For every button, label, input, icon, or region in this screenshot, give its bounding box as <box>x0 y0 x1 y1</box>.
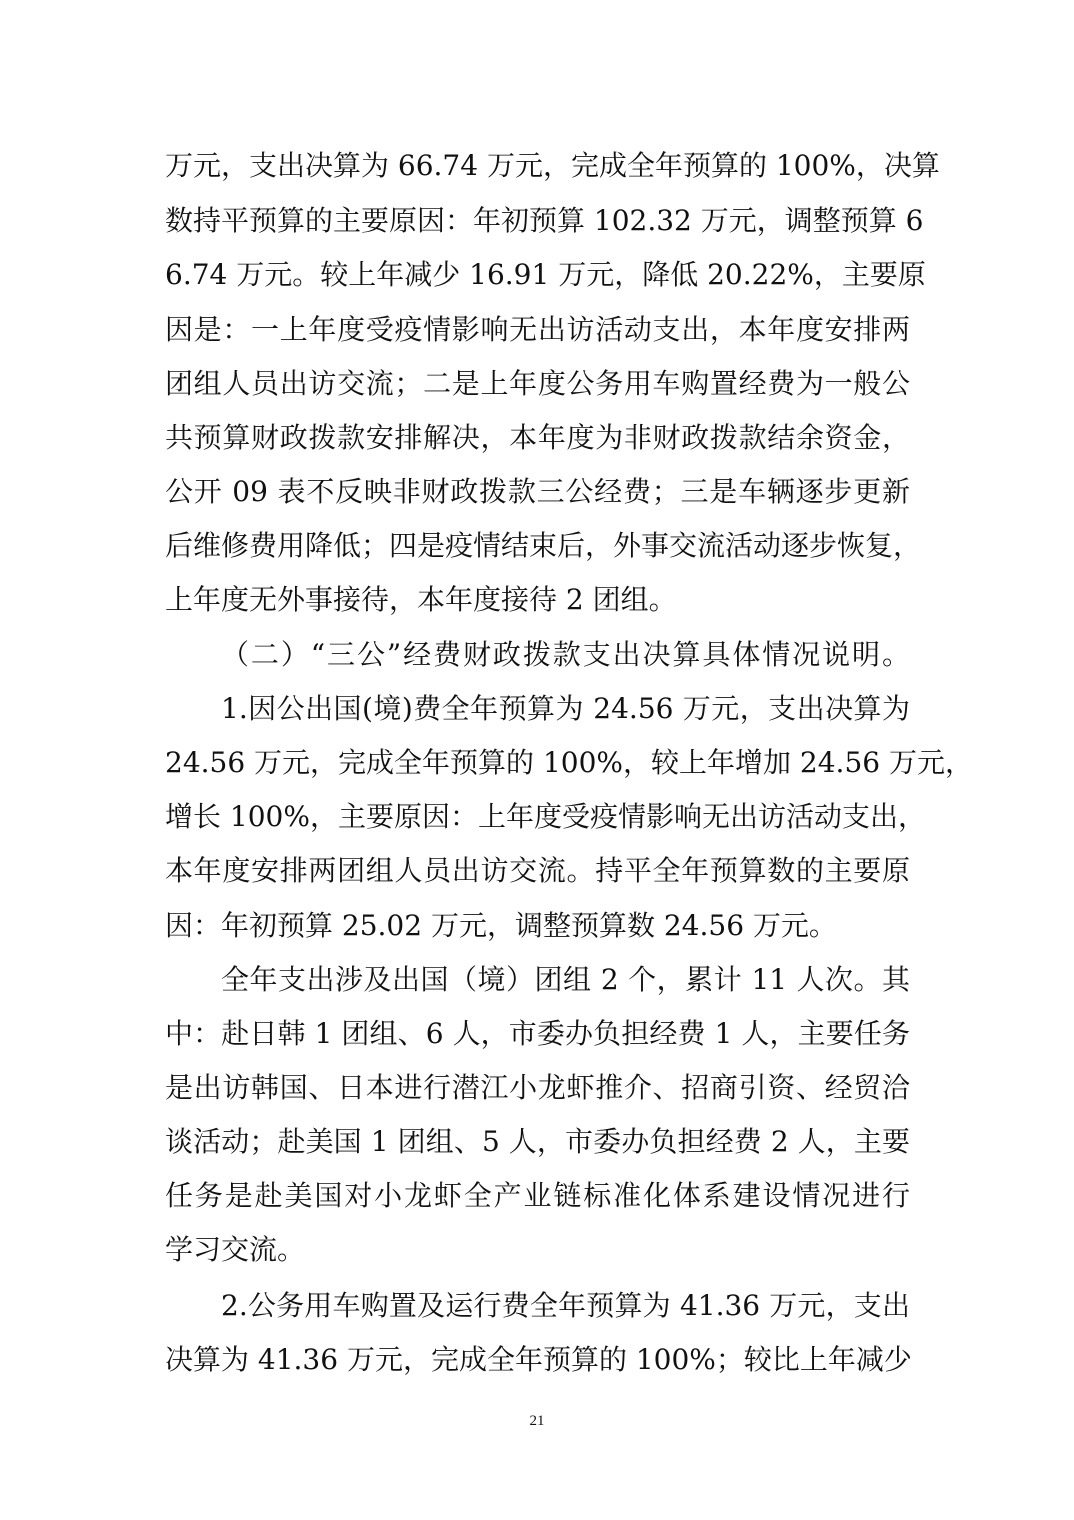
body-text-line: 因是：一上年度受疫情影响无出访活动支出，本年度安排两 <box>165 313 910 346</box>
body-text-line: 公开 09 表不反映非财政拨款三公经费；三是车辆逐步更新 <box>165 475 910 508</box>
body-text-line: 团组人员出访交流；二是上年度公务用车购置经费为一般公 <box>165 367 910 400</box>
body-text-line: 谈活动；赴美国 1 团组、5 人，市委办负担经费 2 人，主要 <box>165 1125 910 1158</box>
body-text-line: 万元，支出决算为 66.74 万元，完成全年预算的 100%，决算 <box>165 149 940 182</box>
page-number: 21 <box>529 1413 545 1429</box>
section-heading: （二）“三公”经费财政拨款支出决算具体情况说明。 <box>221 638 910 671</box>
body-text-line: 增长 100%，主要原因：上年度受疫情影响无出访活动支出， <box>165 800 926 833</box>
body-text-line: 学习交流。 <box>165 1233 306 1266</box>
body-text-line: 24.56 万元，完成全年预算的 100%，较上年增加 24.56 万元， <box>165 746 973 779</box>
body-text-line: 数持平预算的主要原因：年初预算 102.32 万元，调整预算 6 <box>165 204 924 237</box>
body-text-line: 任务是赴美国对小龙虾全产业链标准化体系建设情况进行 <box>165 1179 910 1212</box>
body-text-line: 是出访韩国、日本进行潜江小龙虾推介、招商引资、经贸洽 <box>165 1071 910 1104</box>
body-text-line: 本年度安排两团组人员出访交流。持平全年预算数的主要原 <box>165 854 910 887</box>
paragraph-first-line: 1.因公出国(境)费全年预算为 24.56 万元，支出决算为 <box>221 692 910 725</box>
paragraph-first-line: 全年支出涉及出国（境）团组 2 个，累计 11 人次。其 <box>221 963 910 996</box>
body-text-line: 6.74 万元。较上年减少 16.91 万元，降低 20.22%，主要原 <box>165 258 926 291</box>
body-text-line: 决算为 41.36 万元，完成全年预算的 100%；较比上年减少 <box>165 1343 912 1376</box>
body-text-line: 共预算财政拨款安排解决，本年度为非财政拨款结余资金， <box>165 421 910 454</box>
body-text-line: 后维修费用降低；四是疫情结束后，外事交流活动逐步恢复， <box>165 529 922 562</box>
body-text-line: 中：赴日韩 1 团组、6 人，市委办负担经费 1 人，主要任务 <box>165 1017 910 1050</box>
body-text-line: 上年度无外事接待，本年度接待 2 团组。 <box>165 583 677 616</box>
paragraph-first-line: 2.公务用车购置及运行费全年预算为 41.36 万元，支出 <box>221 1289 910 1322</box>
body-text-line: 因：年初预算 25.02 万元，调整预算数 24.56 万元。 <box>165 909 837 942</box>
